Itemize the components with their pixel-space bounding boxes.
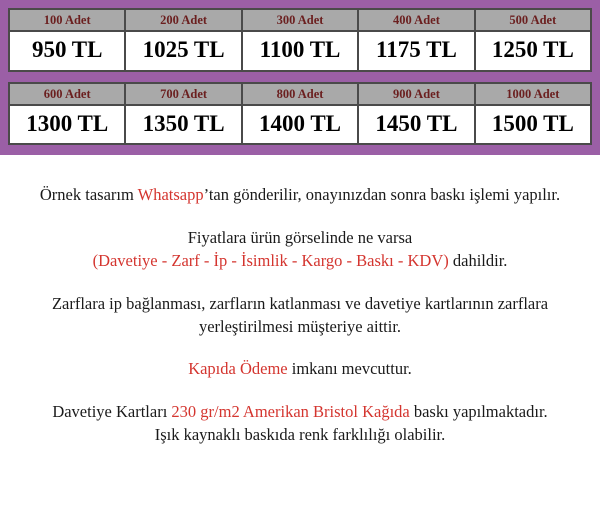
note-customer-responsibility	[12, 292, 588, 339]
price-value: 950 TL	[31, 37, 103, 63]
note-text: Fiyatlara ürün görselinde ne varsa	[187, 227, 413, 247]
quantity-label: 500 Adet	[476, 10, 590, 32]
price-cell	[243, 10, 357, 70]
price-cell	[10, 84, 124, 144]
price-value: 1400 TL	[259, 111, 342, 137]
price-value: 1500 TL	[491, 111, 574, 137]
whatsapp-mention: Whatsapp	[137, 185, 204, 205]
note-paper-line	[12, 400, 588, 423]
note-cash-on-delivery	[12, 357, 588, 380]
quantity-label: 100 Adet	[10, 10, 124, 32]
note-text: dahildir.	[448, 251, 508, 271]
note-paper-type	[12, 400, 588, 447]
price-value: 1025 TL	[142, 37, 225, 63]
price-cell	[126, 84, 240, 144]
note-text: yerleştirilmesi müşteriye aittir.	[198, 317, 402, 337]
price-value: 1100 TL	[259, 37, 341, 63]
included-items-list: (Davetiye - Zarf - İp - İsimlik - Kargo - Baskı - KDV)	[92, 251, 449, 271]
price-cell	[10, 10, 124, 70]
price-cell	[476, 84, 590, 144]
note-included-items	[12, 226, 588, 273]
note-text: imkanı mevcuttur.	[287, 359, 412, 379]
price-value: 1250 TL	[491, 37, 574, 63]
price-cell	[476, 10, 590, 70]
quantity-label: 700 Adet	[126, 84, 240, 106]
quantity-label: 1000 Adet	[476, 84, 590, 106]
price-table-row	[8, 82, 592, 146]
note-text: baskı yapılmaktadır.	[409, 401, 548, 421]
note-text: Davetiye Kartları	[52, 401, 172, 421]
price-value: 1175 TL	[376, 37, 457, 63]
quantity-label: 200 Adet	[126, 10, 240, 32]
note-text: Zarflara ip bağlanması, zarfların katlanması ve davetiye kartlarının zarflara	[51, 293, 549, 313]
quantity-label: 300 Adet	[243, 10, 357, 32]
price-table-panel	[0, 0, 600, 155]
quantity-label: 600 Adet	[10, 84, 124, 106]
quantity-label: 400 Adet	[359, 10, 473, 32]
paper-spec: 230 gr/m2 Amerikan Bristol Kağıda	[171, 401, 410, 421]
price-cell	[359, 10, 473, 70]
price-cell	[126, 10, 240, 70]
price-cell	[359, 84, 473, 144]
notes-section	[0, 155, 600, 446]
note-sample-design	[12, 183, 588, 206]
note-text: Örnek tasarım	[39, 185, 138, 205]
price-value: 1350 TL	[142, 111, 225, 137]
price-cell	[243, 84, 357, 144]
price-table-row	[8, 8, 592, 72]
quantity-label: 800 Adet	[243, 84, 357, 106]
price-value: 1450 TL	[375, 111, 458, 137]
quantity-label: 900 Adet	[359, 84, 473, 106]
price-value: 1300 TL	[26, 111, 109, 137]
note-text: Işık kaynaklı baskıda renk farklılığı olabilir.	[154, 425, 446, 445]
note-text: ’tan gönderilir, onayınızdan sonra baskı işlemi yapılır.	[203, 185, 561, 205]
cash-on-delivery-label: Kapıda Ödeme	[188, 359, 288, 379]
